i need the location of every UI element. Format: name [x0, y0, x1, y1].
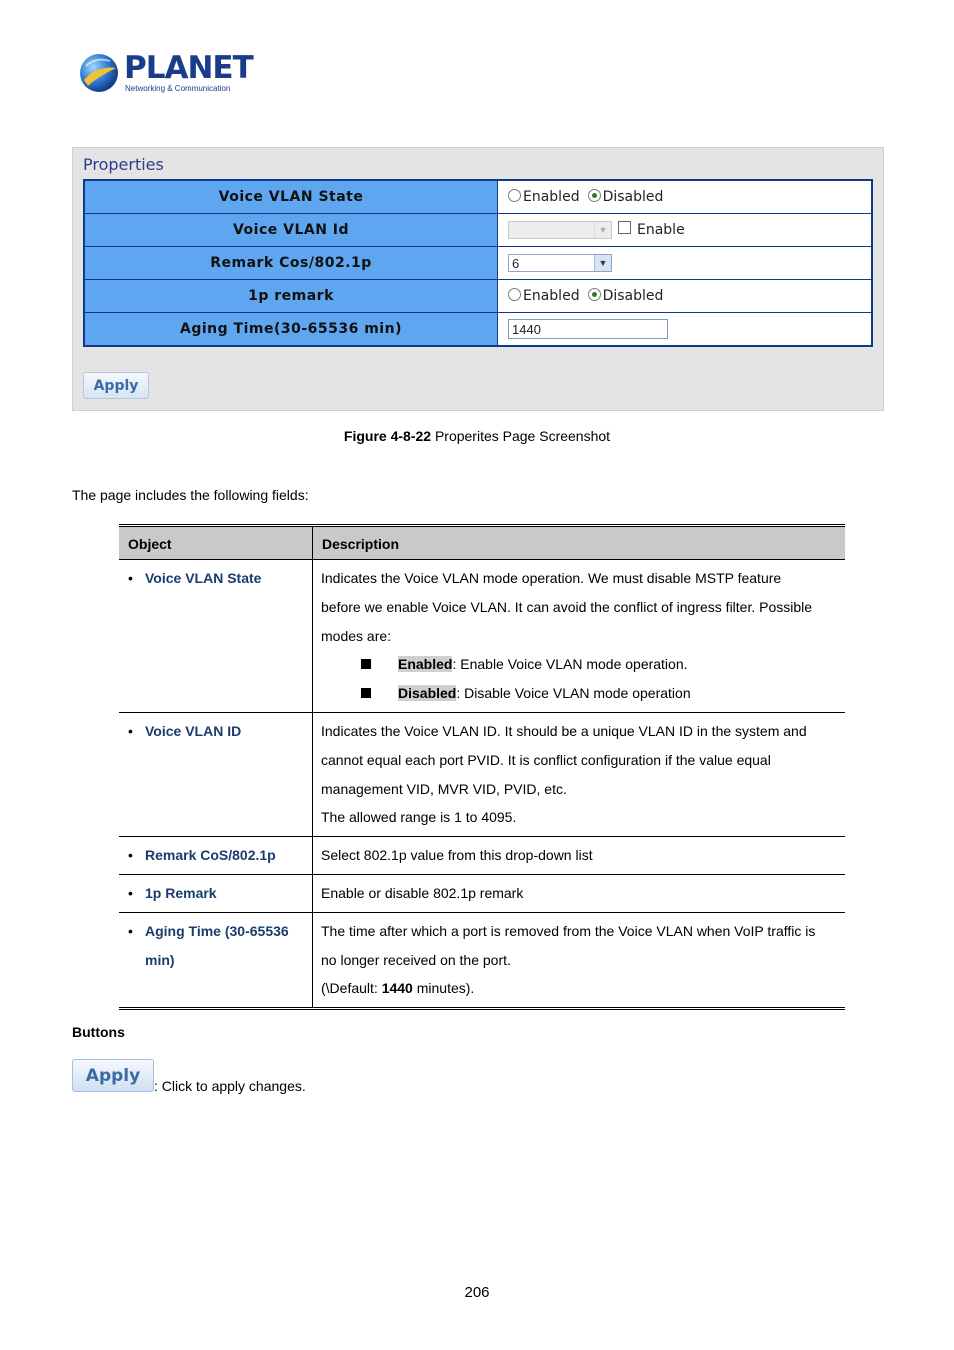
row-aging-time: [84, 313, 872, 347]
header-object: Object: [119, 526, 313, 560]
row-1p-remark: [84, 280, 872, 313]
figure-number: Figure 4-8-22: [343, 428, 432, 444]
description-line: before we enable Voice VLAN. It can avoid the conflict of ingress filter. Possible: [321, 598, 813, 615]
object-name: • Voice VLAN ID: [128, 717, 304, 746]
fields-table: [119, 524, 845, 1010]
table-row: [119, 560, 845, 713]
radio-label-enabled: Enabled: [523, 288, 580, 304]
description-cell: [313, 560, 846, 713]
mode-term: Enabled: [398, 656, 453, 673]
buttons-heading: Buttons: [72, 1024, 125, 1040]
select-value: 6: [512, 256, 520, 271]
apply-button[interactable]: Apply: [83, 372, 149, 399]
checkbox-label: Enable: [637, 222, 685, 238]
remark-cos-select[interactable]: [508, 254, 612, 272]
object-cell: [119, 874, 313, 912]
row-voice-vlan-state: [84, 180, 872, 214]
object-cell: [119, 712, 313, 836]
table-row: [119, 712, 845, 836]
description-line: no longer received on the port.: [321, 951, 511, 968]
description-line: The allowed range is 1 to 4095.: [321, 809, 517, 826]
properties-table: [83, 179, 873, 347]
mode-text: : Enable Voice VLAN mode operation.: [452, 656, 688, 673]
radio-label-enabled: Enabled: [523, 189, 580, 205]
aging-time-value: [498, 313, 873, 347]
description-line: modes are:: [321, 627, 392, 644]
voice-vlan-state-disabled-radio[interactable]: [588, 189, 601, 202]
planet-logo: [78, 50, 253, 98]
row-voice-vlan-id: [84, 214, 872, 247]
apply-note: : Click to apply changes.: [154, 1078, 306, 1094]
default-suffix: minutes).: [412, 980, 475, 997]
mode-text: : Disable Voice VLAN mode operation: [456, 685, 691, 702]
description-line: Indicates the Voice VLAN mode operation. We must disable MSTP feature: [321, 570, 782, 586]
description-line: The time after which a port is removed from the Voice VLAN when VoIP traffic is: [321, 922, 816, 939]
object-name: • 1p Remark: [128, 879, 304, 908]
description-line: cannot equal each port PVID. It is conflict configuration if the value equal: [321, 751, 771, 768]
object-cell: [119, 560, 313, 713]
square-bullet-icon: [361, 659, 371, 669]
aging-time-label: Aging Time(30-65536 min): [84, 313, 498, 347]
brand-tagline: Networking & Communication: [125, 84, 231, 93]
table-header-row: [119, 526, 845, 560]
description-cell: [313, 712, 846, 836]
description-cell: [313, 874, 846, 912]
default-prefix: (\Default:: [321, 980, 382, 997]
brand-name: PLANET: [124, 50, 253, 86]
description-line: Select 802.1p value from this drop-down list: [321, 847, 593, 864]
object-name: • Aging Time (30-65536 min): [128, 917, 300, 975]
chevron-down-icon: ▼: [594, 255, 611, 271]
object-cell: [119, 837, 313, 875]
object-name: • Remark CoS/802.1p: [128, 841, 304, 870]
voice-vlan-state-enabled-radio[interactable]: [508, 189, 521, 202]
description-cell: [313, 837, 846, 875]
object-name: • Voice VLAN State: [128, 564, 304, 593]
intro-text: The page includes the following fields:: [72, 487, 309, 503]
voice-vlan-id-label: Voice VLAN Id: [84, 214, 498, 247]
voice-vlan-state-value: [498, 180, 873, 214]
radio-label-disabled: Disabled: [602, 189, 664, 205]
description-line: management VID, MVR VID, PVID, etc.: [321, 780, 567, 797]
table-row: [119, 912, 845, 1008]
object-cell: [119, 912, 313, 1008]
remark-cos-label: Remark Cos/802.1p: [84, 247, 498, 280]
voice-vlan-id-select[interactable]: [508, 221, 612, 239]
1p-remark-disabled-radio[interactable]: [588, 288, 601, 301]
1p-remark-enabled-radio[interactable]: [508, 288, 521, 301]
table-row: [119, 837, 845, 875]
figure-caption: [0, 428, 954, 444]
panel-title: Properties: [83, 155, 164, 174]
voice-vlan-state-label: Voice VLAN State: [84, 180, 498, 214]
remark-cos-value: [498, 247, 873, 280]
default-line: [321, 974, 837, 1003]
1p-remark-value: [498, 280, 873, 313]
apply-button-example[interactable]: Apply: [72, 1059, 154, 1092]
figure-text: Properites Page Screenshot: [431, 428, 611, 444]
radio-label-disabled: Disabled: [602, 288, 664, 304]
description-line: Enable or disable 802.1p remark: [321, 884, 524, 901]
1p-remark-label: 1p remark: [84, 280, 498, 313]
globe-icon: [78, 52, 120, 94]
description-cell: [313, 912, 846, 1008]
voice-vlan-id-enable-checkbox[interactable]: [618, 221, 631, 234]
square-bullet-icon: [361, 688, 371, 698]
mode-bullet: [321, 679, 837, 708]
row-remark-cos: [84, 247, 872, 280]
description-line: Indicates the Voice VLAN ID. It should be a unique VLAN ID in the system and: [321, 722, 807, 739]
default-value: 1440: [381, 980, 413, 997]
aging-time-input[interactable]: 1440: [508, 319, 668, 339]
page-number: 206: [464, 1284, 490, 1301]
chevron-down-icon: ▼: [594, 222, 611, 238]
mode-bullet: [321, 650, 837, 679]
properties-screenshot: [72, 147, 884, 411]
mode-term: Disabled: [398, 685, 457, 702]
voice-vlan-id-value: [498, 214, 873, 247]
header-description: Description: [313, 526, 846, 560]
table-row: [119, 874, 845, 912]
